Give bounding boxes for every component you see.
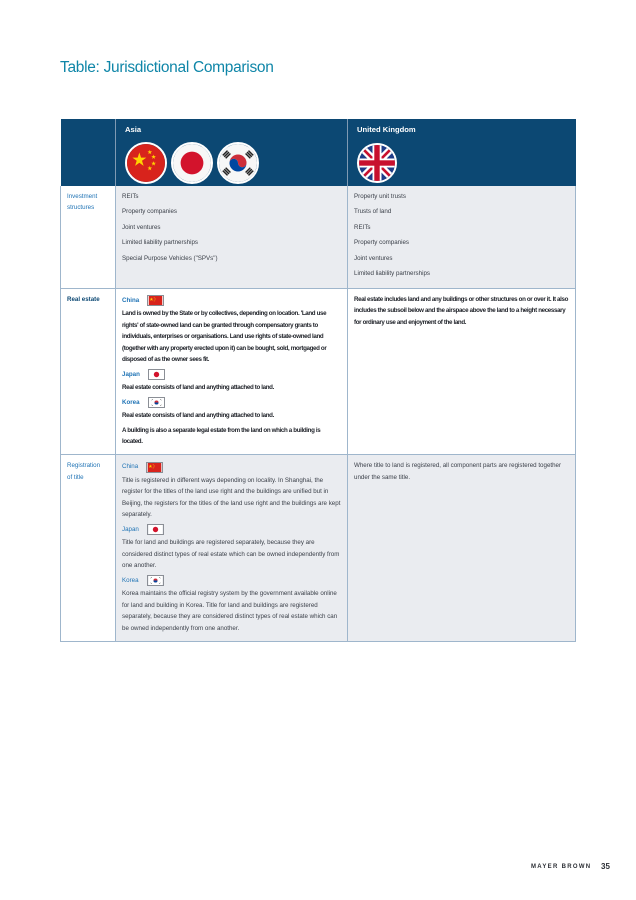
country-name: Japan xyxy=(122,525,139,533)
country-heading-korea xyxy=(122,575,341,586)
list-item: REITs xyxy=(122,193,139,200)
china-flag-icon xyxy=(146,462,163,473)
country-name: China xyxy=(122,296,140,304)
country-heading-japan xyxy=(122,369,341,380)
registration-uk-text: Where title to land is registered, all component parts are registered together under the same title. xyxy=(354,462,562,481)
country-heading-japan xyxy=(122,524,341,535)
asia-flags xyxy=(125,142,338,184)
country-heading-korea xyxy=(122,397,341,408)
list-item: Trusts of land xyxy=(354,208,392,216)
china-flag-icon xyxy=(147,295,164,306)
korea-flag-icon xyxy=(217,142,259,184)
japan-flag-icon xyxy=(171,142,213,184)
registration-china-text: Title is registered in different ways depending on locality. In Shanghai, the register for the titles of the land use right and the buildings are unified but in Beijing, the registers for the titles of the land use right and the buildings are kept separately. xyxy=(122,476,341,519)
real-estate-korea-text-2: A building is also a separate legal estate from the land on which a building is located. xyxy=(122,426,321,445)
investment-uk-cell xyxy=(348,186,576,288)
registration-asia-cell xyxy=(116,455,348,642)
row-label-real-estate xyxy=(61,288,116,455)
country-name: Korea xyxy=(122,398,140,406)
japan-flag-icon xyxy=(147,524,164,535)
real-estate-korea-text-1: Real estate consists of land and anything attached to land. xyxy=(122,412,274,420)
footer-brand: MAYER BROWN xyxy=(531,864,592,870)
header-uk xyxy=(348,119,576,186)
list-item: Limited liability partnerships xyxy=(354,270,431,278)
investment-asia-cell xyxy=(116,186,348,288)
row-label-investment xyxy=(61,186,116,288)
list-item: Property unit trusts xyxy=(354,193,406,200)
real-estate-uk-text: Real estate includes land and any buildings or other structures on or over it. It also includes the subsoil below and the airspace above the land to a height necessary for ordinary use and enjoyment of the land. xyxy=(354,295,569,326)
table-row-registration xyxy=(61,455,576,642)
registration-uk-cell xyxy=(348,455,576,642)
row-label-line: structures xyxy=(67,204,95,212)
table-header-row xyxy=(61,119,576,186)
header-asia xyxy=(116,119,348,186)
korea-flag-icon xyxy=(148,397,165,408)
real-estate-japan-text: Real estate consists of land and anything attached to land. xyxy=(122,384,274,392)
uk-flag-icon xyxy=(357,143,397,183)
list-item: Limited liability partnerships xyxy=(122,239,199,247)
jurisdiction-comparison-table xyxy=(60,119,576,642)
japan-flag-icon xyxy=(148,369,165,380)
registration-korea-text: Korea maintains the official registry system by the government available online for land and building in Korea. Title for land and buildings are registered separately, because they are considered distinct types of real estate which can be owned independently from one another. xyxy=(122,590,338,632)
uk-flags xyxy=(357,142,567,183)
page-number: 35 xyxy=(601,862,610,871)
row-label-line: Investment xyxy=(67,193,98,200)
list-item: Joint ventures xyxy=(122,223,161,231)
real-estate-uk-cell xyxy=(348,288,576,455)
country-heading-china xyxy=(122,295,341,306)
country-name: China xyxy=(122,463,139,471)
row-label-registration xyxy=(61,455,116,642)
header-empty-cell xyxy=(61,119,116,186)
real-estate-asia-cell xyxy=(116,288,348,455)
row-label-line: Registration xyxy=(67,462,101,470)
china-flag-icon xyxy=(125,142,167,184)
country-heading-china xyxy=(122,461,341,472)
page-title: Table: Jurisdictional Comparison xyxy=(60,59,274,76)
country-name: Japan xyxy=(122,370,140,378)
row-label-line: Real estate xyxy=(67,295,100,303)
real-estate-china-text: Land is owned by the State or by collectives, depending on location. 'Land use rights' of state-owned land can be granted through compensatory grants to individuals, enterprises or organisations. Land use rights of state-owned land (together with any property erected upon it) can be bought, sold, mortgaged or disposed of as the owner sees fit. xyxy=(122,310,327,364)
list-item: Property companies xyxy=(122,208,178,216)
header-asia-label: Asia xyxy=(125,125,142,134)
row-label-line: of title xyxy=(67,473,84,481)
list-item: REITs xyxy=(354,223,371,231)
header-uk-label: United Kingdom xyxy=(357,125,416,134)
list-item: Special Purpose Vehicles ("SPVs") xyxy=(122,254,218,262)
table-row-real-estate xyxy=(61,288,576,455)
korea-flag-icon xyxy=(147,575,164,586)
list-item: Joint ventures xyxy=(354,254,393,262)
table-row-investment xyxy=(61,186,576,288)
list-item: Property companies xyxy=(354,239,410,247)
registration-japan-text: Title for land and buildings are registered separately, because they are considered distinct types of real estate which can be owned independently from one another. xyxy=(122,539,340,570)
country-name: Korea xyxy=(122,576,139,584)
